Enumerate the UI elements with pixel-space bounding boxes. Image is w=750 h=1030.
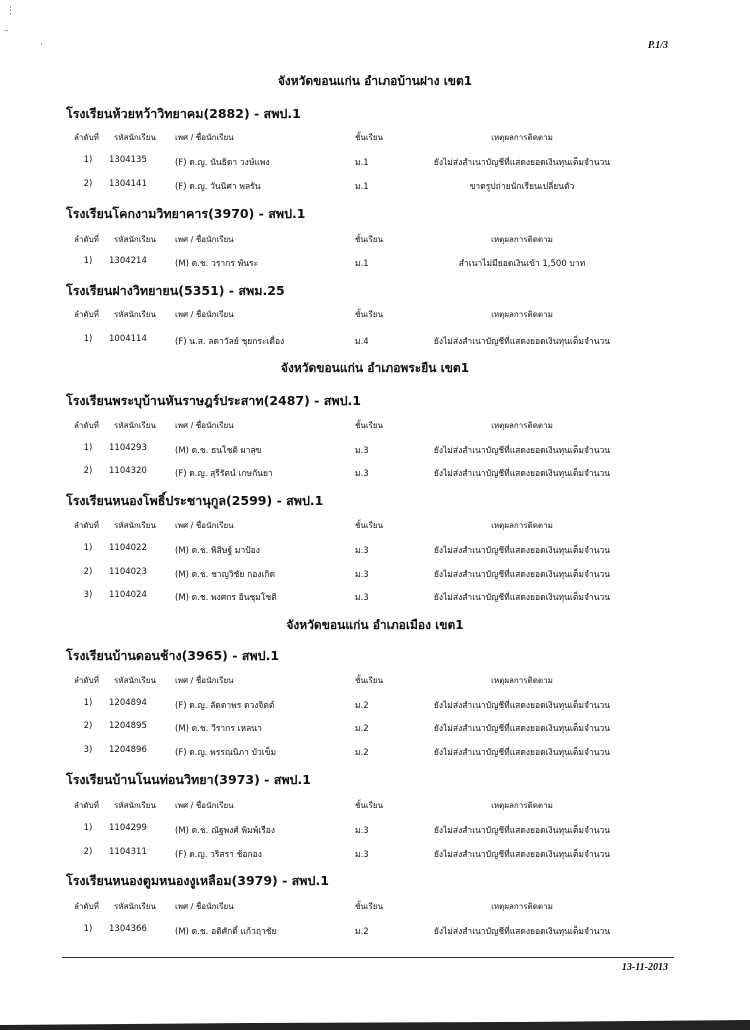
footer-rule	[62, 957, 674, 958]
row-note: ขาดรูปถ่ายนักเรียนเปลี่ยนตัว	[469, 182, 575, 192]
table-header	[0, 419, 750, 433]
row-student-name: (M) ด.ช. ณัฐพงศ์ พิมพ์เรือง	[175, 826, 276, 836]
header-student-id: รหัสนักเรียน	[114, 902, 156, 911]
row-no: 1)	[83, 543, 93, 553]
row-student-name: (F) ด.ญ. พรรณนิภา บัวเข็ม	[175, 748, 277, 758]
scan-edge-shadow	[0, 1018, 750, 1030]
province-heading: จังหวัดขอนแก่น อำเภอเมือง เขต1	[286, 618, 464, 632]
row-student-id: 1204896	[109, 745, 147, 755]
table-row	[0, 543, 750, 557]
row-student-id: 1004114	[109, 334, 147, 344]
row-no: 2)	[83, 721, 93, 731]
row-student-id: 1104022	[109, 543, 147, 553]
row-student-name: (M) ด.ช. พงศกร อินชุมโชติ	[175, 593, 277, 603]
header-grade: ชั้นเรียน	[355, 676, 384, 685]
table-row	[0, 567, 750, 581]
row-no: 1)	[83, 823, 93, 833]
row-grade: ม.4	[355, 337, 369, 347]
header-student-id: รหัสนักเรียน	[114, 310, 156, 319]
table-header	[0, 519, 750, 533]
row-student-id: 1104311	[109, 847, 147, 857]
header-note: เหตุผลการติดตาม	[491, 676, 553, 685]
table-row	[0, 590, 750, 604]
row-no: 2)	[83, 847, 93, 857]
row-note: ยังไม่ส่งสำเนาบัญชีที่แสดงยอดเงินทุนเต็มจำนวน	[433, 158, 611, 168]
row-student-id: 1304135	[109, 155, 147, 165]
row-note: ยังไม่ส่งสำเนาบัญชีที่แสดงยอดเงินทุนเต็มจำนวน	[433, 593, 611, 603]
school-title: โรงเรียนบ้านโนนท่อนวิทยา(3973) - สพป.1	[66, 772, 311, 787]
row-student-id: 1304214	[109, 256, 147, 266]
row-no: 1)	[83, 334, 93, 344]
row-student-id: 1104299	[109, 823, 147, 833]
table-row	[0, 823, 750, 837]
table-header	[0, 900, 750, 914]
header-no: ลำดับที่	[74, 902, 99, 911]
header-grade: ชั้นเรียน	[355, 421, 384, 430]
table-header	[0, 799, 750, 813]
school-title: โรงเรียนบ้านดอนช้าง(3965) - สพป.1	[66, 648, 280, 663]
row-student-name: (M) ด.ช. วรากร พันระ	[175, 259, 259, 269]
header-sex-name: เพศ / ชื่อนักเรียน	[175, 521, 234, 530]
row-note: ยังไม่ส่งสำเนาบัญชีที่แสดงยอดเงินทุนเต็มจำนวน	[433, 337, 611, 347]
row-note: ยังไม่ส่งสำเนาบัญชีที่แสดงยอดเงินทุนเต็มจำนวน	[433, 570, 611, 580]
row-no: 3)	[83, 590, 93, 600]
header-note: เหตุผลการติดตาม	[491, 133, 553, 142]
header-no: ลำดับที่	[74, 521, 99, 530]
row-grade: ม.1	[355, 158, 369, 168]
header-no: ลำดับที่	[74, 310, 99, 319]
row-note: ยังไม่ส่งสำเนาบัญชีที่แสดงยอดเงินทุนเต็มจำนวน	[433, 724, 611, 734]
row-student-name: (F) น.ส. ลดาวัลย์ ชุยกระเดื่อง	[175, 337, 285, 347]
school-title: โรงเรียนโคกงามวิทยาคาร(3970) - สพป.1	[66, 206, 306, 221]
row-student-id: 1104320	[109, 466, 147, 476]
header-note: เหตุผลการติดตาม	[491, 235, 553, 244]
header-no: ลำดับที่	[74, 676, 99, 685]
header-grade: ชั้นเรียน	[355, 801, 384, 810]
row-student-name: (F) ด.ญ. ลัดดาพร ดวงจิตต์	[175, 701, 275, 711]
row-student-name: (F) ด.ญ. วริสรา ช้อกอง	[175, 850, 262, 860]
header-note: เหตุผลการติดตาม	[491, 521, 553, 530]
row-note: ยังไม่ส่งสำเนาบัญชีที่แสดงยอดเงินทุนเต็มจำนวน	[433, 469, 611, 479]
row-student-name: (F) ด.ญ. สุรีรัตน์ เกษกันยา	[175, 469, 273, 479]
row-grade: ม.2	[355, 701, 369, 711]
header-grade: ชั้นเรียน	[355, 235, 384, 244]
header-note: เหตุผลการติดตาม	[491, 421, 553, 430]
row-no: 1)	[83, 155, 93, 165]
row-note: สำเนาไม่มียอดเงินเข้า 1,500 บาท	[458, 259, 586, 269]
table-row	[0, 924, 750, 938]
table-row	[0, 334, 750, 348]
row-student-id: 1204894	[109, 698, 147, 708]
row-grade: ม.3	[355, 469, 369, 479]
row-note: ยังไม่ส่งสำเนาบัญชีที่แสดงยอดเงินทุนเต็มจำนวน	[433, 546, 611, 556]
table-header	[0, 308, 750, 322]
row-no: 1)	[83, 443, 93, 453]
header-note: เหตุผลการติดตาม	[491, 310, 553, 319]
header-sex-name: เพศ / ชื่อนักเรียน	[175, 235, 234, 244]
header-no: ลำดับที่	[74, 801, 99, 810]
header-grade: ชั้นเรียน	[355, 310, 384, 319]
row-student-id: 1304366	[109, 924, 147, 934]
row-no: 2)	[83, 567, 93, 577]
table-row	[0, 721, 750, 735]
header-student-id: รหัสนักเรียน	[114, 133, 156, 142]
school-title: โรงเรียนฝางวิทยายน(5351) - สพม.25	[66, 283, 285, 298]
row-no: 2)	[83, 179, 93, 189]
school-title: โรงเรียนพระบุบ้านหันราษฎร์ประสาท(2487) - สพป.1	[66, 393, 361, 408]
header-sex-name: เพศ / ชื่อนักเรียน	[175, 310, 234, 319]
row-student-id: 1104293	[109, 443, 147, 453]
table-row	[0, 443, 750, 457]
school-title: โรงเรียนห้วยหว้าวิทยาคม(2882) - สพป.1	[66, 106, 301, 121]
table-row	[0, 256, 750, 270]
header-note: เหตุผลการติดตาม	[491, 801, 553, 810]
row-grade: ม.3	[355, 826, 369, 836]
header-student-id: รหัสนักเรียน	[114, 801, 156, 810]
row-student-id: 1304141	[109, 179, 147, 189]
row-student-id: 1204895	[109, 721, 147, 731]
table-row	[0, 466, 750, 480]
table-header	[0, 131, 750, 145]
header-grade: ชั้นเรียน	[355, 902, 384, 911]
row-grade: ม.1	[355, 182, 369, 192]
school-title: โรงเรียนหนองตูมหนองงูเหลือม(3979) - สพป.1	[66, 873, 329, 888]
table-row	[0, 847, 750, 861]
row-grade: ม.3	[355, 570, 369, 580]
header-no: ลำดับที่	[74, 421, 99, 430]
table-row	[0, 698, 750, 712]
scan-speck-mark: ·	[40, 40, 43, 50]
row-grade: ม.2	[355, 927, 369, 937]
header-note: เหตุผลการติดตาม	[491, 902, 553, 911]
row-no: 2)	[83, 466, 93, 476]
header-student-id: รหัสนักเรียน	[114, 676, 156, 685]
table-row	[0, 155, 750, 169]
header-no: ลำดับที่	[74, 235, 99, 244]
header-student-id: รหัสนักเรียน	[114, 421, 156, 430]
header-sex-name: เพศ / ชื่อนักเรียน	[175, 676, 234, 685]
row-note: ยังไม่ส่งสำเนาบัญชีที่แสดงยอดเงินทุนเต็มจำนวน	[433, 748, 611, 758]
row-student-id: 1104024	[109, 590, 147, 600]
header-no: ลำดับที่	[74, 133, 99, 142]
row-student-name: (M) ด.ช. อติศักดิ์ แก้วฤาชัย	[175, 927, 277, 937]
row-note: ยังไม่ส่งสำเนาบัญชีที่แสดงยอดเงินทุนเต็มจำนวน	[433, 927, 611, 937]
row-note: ยังไม่ส่งสำเนาบัญชีที่แสดงยอดเงินทุนเต็มจำนวน	[433, 826, 611, 836]
header-grade: ชั้นเรียน	[355, 133, 384, 142]
row-student-name: (M) ด.ช. พิสิษฐ์ มาป้อง	[175, 546, 260, 556]
row-grade: ม.3	[355, 446, 369, 456]
row-student-name: (M) ด.ช. วีรากร เหลนา	[175, 724, 262, 734]
header-sex-name: เพศ / ชื่อนักเรียน	[175, 421, 234, 430]
row-grade: ม.3	[355, 593, 369, 603]
row-no: 3)	[83, 745, 93, 755]
scan-speck-mark: –	[4, 26, 9, 36]
row-grade: ม.2	[355, 748, 369, 758]
scan-speck-mark: ⋮	[6, 6, 15, 16]
row-grade: ม.3	[355, 850, 369, 860]
province-heading: จังหวัดขอนแก่น อำเภอพระยืน เขต1	[280, 361, 470, 375]
province-heading: จังหวัดขอนแก่น อำเภอบ้านฝาง เขต1	[277, 74, 473, 88]
row-note: ยังไม่ส่งสำเนาบัญชีที่แสดงยอดเงินทุนเต็มจำนวน	[433, 701, 611, 711]
row-grade: ม.3	[355, 546, 369, 556]
header-sex-name: เพศ / ชื่อนักเรียน	[175, 801, 234, 810]
row-note: ยังไม่ส่งสำเนาบัญชีที่แสดงยอดเงินทุนเต็มจำนวน	[433, 850, 611, 860]
header-sex-name: เพศ / ชื่อนักเรียน	[175, 133, 234, 142]
row-no: 1)	[83, 256, 93, 266]
header-sex-name: เพศ / ชื่อนักเรียน	[175, 902, 234, 911]
page-number: P.1/3	[647, 40, 668, 51]
row-no: 1)	[83, 698, 93, 708]
table-row	[0, 179, 750, 193]
footer-date: 13-11-2013	[621, 962, 668, 973]
row-student-name: (M) ด.ช. ธนโชติ ผาสุข	[175, 446, 262, 456]
row-student-name: (M) ด.ช. ชาญวิชัย กองเกิด	[175, 570, 276, 580]
header-student-id: รหัสนักเรียน	[114, 521, 156, 530]
table-header	[0, 233, 750, 247]
row-grade: ม.1	[355, 259, 369, 269]
row-note: ยังไม่ส่งสำเนาบัญชีที่แสดงยอดเงินทุนเต็มจำนวน	[433, 446, 611, 456]
row-student-id: 1104023	[109, 567, 147, 577]
header-student-id: รหัสนักเรียน	[114, 235, 156, 244]
row-student-name: (F) ด.ญ. นันธิดา วงษ์แพง	[175, 158, 270, 168]
table-header	[0, 674, 750, 688]
school-title: โรงเรียนหนองโพธิ์ประชานุกูล(2599) - สพป.1	[66, 493, 324, 508]
header-grade: ชั้นเรียน	[355, 521, 384, 530]
row-grade: ม.2	[355, 724, 369, 734]
row-no: 1)	[83, 924, 93, 934]
table-row	[0, 745, 750, 759]
row-student-name: (F) ด.ญ. วันนิศา พลรัน	[175, 182, 261, 192]
